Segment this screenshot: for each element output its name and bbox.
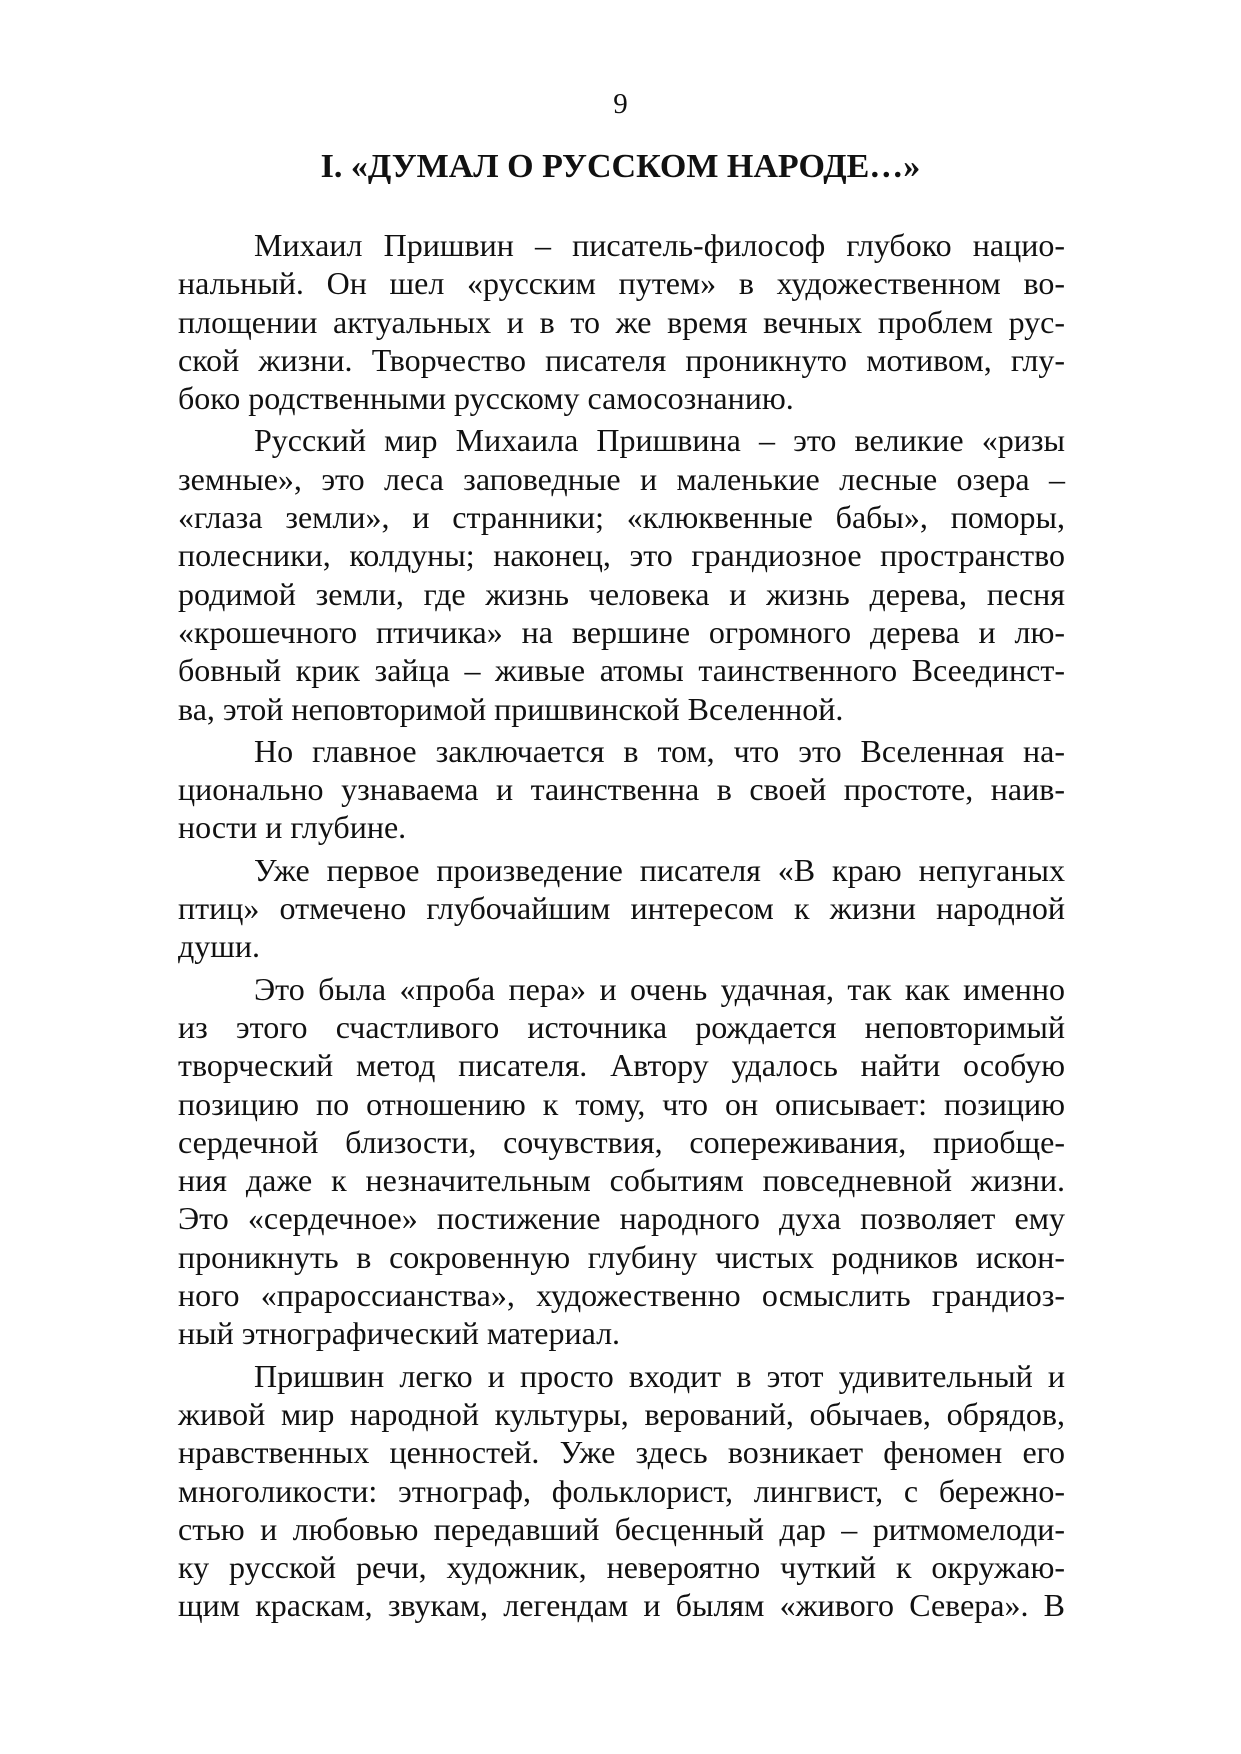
text-line: Михаил Пришвин – писатель-философ глубоко нацио- [254,227,1065,263]
text-line: нравственных ценностей. Уже здесь возникает феномен его [178,1434,1065,1471]
text-line: проникнуть в сокровенную глубину чистых родников искон- [178,1238,1065,1275]
body-text [178,226,1065,1625]
text-line: живой мир народной культуры, верований, обычаев, обрядов, [178,1395,1065,1432]
text-line: нальный. Он шел «русским путем» в художественном во- [178,265,1065,302]
text-line: души. [178,928,261,965]
text-line: Русский мир Михаила Пришвина – это великие «ризы [254,422,1065,459]
text-line: полесники, колдуны; наконец, это грандиозное пространство [178,537,1065,574]
text-line: многоликости: этнограф, фольклорист, лингвист, с бережно- [178,1472,1065,1509]
text-line: Но главное заключается в том, что это Вселенная на- [254,732,1065,769]
text-line: ния даже к незначительным событиям повседневной жизни. [178,1162,1065,1199]
paragraph [178,851,1065,966]
text-line: «глаза земли», и странники; «клюквенные бабы», поморы, [178,499,1065,536]
paragraph [178,421,1065,727]
text-line: ности и глубине. [178,809,407,846]
text-line: Это «сердечное» постижение народного духа позволяет ему [178,1200,1065,1237]
chapter-title: I. «ДУМАЛ О РУССКОМ НАРОДЕ…» [320,148,921,185]
text-line: боко родственными русскому самосознанию. [178,380,794,417]
paragraph [178,732,1065,847]
text-line: сердечной близости, сочувствия, сопереживания, приобще- [178,1123,1065,1160]
text-line: ного «прароссианства», художественно осмыслить грандиоз- [178,1277,1065,1314]
text-line: творческий метод писателя. Автору удалось найти особую [178,1047,1065,1084]
paragraph [178,970,1065,1353]
text-line: ционально узнаваема и таинственна в своей простоте, наив- [178,771,1065,808]
text-line: ку русской речи, художник, невероятно чуткий к окружаю- [178,1549,1065,1586]
text-line: позицию по отношению к тому, что он описывает: позицию [178,1085,1065,1122]
text-line: птиц» отмечено глубочайшим интересом к жизни народной [178,890,1065,927]
text-line: ской жизни. Творчество писателя проникнуто мотивом, глу- [178,341,1065,378]
paragraph [178,1357,1065,1625]
page-number: 9 [613,88,628,120]
paragraph [178,226,1065,417]
text-line: из этого счастливого источника рождается неповторимый [178,1008,1065,1045]
text-line: бовный крик зайца – живые атомы таинственного Всеединст- [178,652,1065,689]
text-line: щим краскам, звукам, легендам и былям «живого Севера». В [178,1587,1065,1624]
text-line: площении актуальных и в то же время вечных проблем рус- [178,303,1065,340]
text-line: родимой земли, где жизнь человека и жизнь дерева, песня [178,575,1065,612]
text-line: Это была «проба пера» и очень удачная, так как именно [254,970,1065,1007]
text-line: земные», это леса заповедные и маленькие лесные озера – [178,460,1065,497]
text-line: «крошечного птичика» на вершине огромного дерева и лю- [178,613,1065,650]
text-line: ва, этой неповторимой пришвинской Вселенной. [178,690,844,727]
text-line: ный этнографический материал. [178,1315,621,1352]
text-line: Уже первое произведение писателя «В краю непуганых [254,851,1065,888]
text-line: стью и любовью передавший бесценный дар – ритмомелоди- [178,1510,1065,1547]
text-line: Пришвин легко и просто входит в этот удивительный и [254,1357,1065,1394]
